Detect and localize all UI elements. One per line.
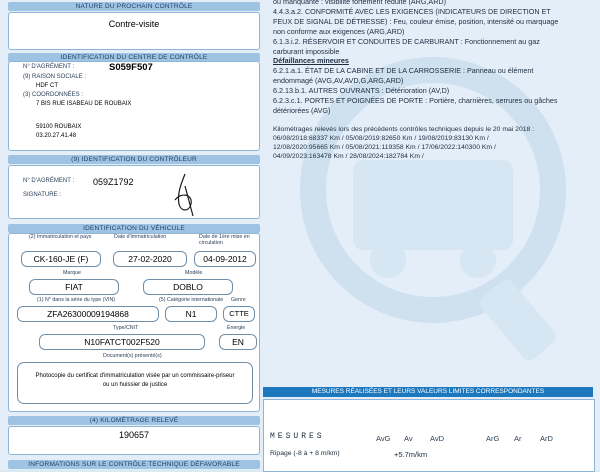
docs-value-line1: Photocopie du certificat d'immatriculation visée par un commissaire-priseur	[35, 373, 235, 379]
history-line-1: Kilométrages relevés lors des précédents contrôles techniques depuis le 20 mai 2018 :	[273, 126, 535, 133]
next-visit-value: Contre-visite	[108, 19, 160, 29]
cat-label: (5) Catégorie internationale	[159, 297, 224, 303]
vehicle-box	[8, 233, 260, 412]
genre-label: Genre	[231, 297, 246, 303]
signature-scribble	[167, 172, 203, 218]
marque-label: Marque	[63, 270, 81, 276]
defect-line-2: FEUX DE SIGNAL DE DÉTRESSE) : Feu, couleur émise, position, intensité ou marquage	[273, 17, 559, 26]
right-column	[263, 0, 600, 470]
minor-defects-title: Défaillances mineures	[273, 56, 349, 65]
defect-line-3: non conforme aux exigences (ARG,ARD)	[273, 27, 405, 36]
defect-line-9: 6.2.3.c.1. PORTES ET POIGNÉES DE PORTE : Portière, charnières, serrures ou gâches	[273, 96, 558, 105]
modele-value: DOBLO	[143, 279, 233, 295]
city-line: 59100 ROUBAIX	[36, 124, 82, 130]
col-ard: ArD	[540, 434, 553, 443]
km-value: 190657	[118, 430, 150, 440]
km-box	[8, 426, 260, 455]
date-immat-value: 27-02-2020	[113, 251, 187, 267]
centre-box	[8, 61, 260, 151]
next-visit-box	[8, 12, 260, 50]
vehicle-header: IDENTIFICATION DU VÉHICULE	[8, 224, 260, 233]
controleur-agrement-value: 059Z1792	[93, 177, 134, 187]
defect-line-0: ou manquante : visibilité fortement réduite (ARG,ARD)	[273, 0, 446, 6]
ripage-label: Ripage (-8 à + 8 m/km)	[270, 450, 340, 457]
col-arg: ArG	[486, 434, 500, 443]
address-line: 7 BIS RUE ISABEAU DE ROUBAIX	[36, 101, 132, 107]
immat-value: CK-160-JE (F)	[21, 251, 101, 267]
centre-agrement-label: N° D'AGRÉMENT :	[23, 64, 75, 70]
energie-label: Énergie	[227, 325, 246, 331]
energie-value: EN	[219, 334, 257, 350]
col-ar: Ar	[514, 434, 522, 443]
date-first-value: 04-09-2012	[194, 251, 256, 267]
docs-label: Document(s) présenté(s)	[103, 353, 162, 359]
bottom-left-header: INFORMATIONS SUR LE CONTRÔLE TECHNIQUE DÉFAVORABLE	[8, 460, 260, 469]
history-line-3: 12/08/2020:95665 Km / 05/08/2021:119358 Km / 17/06/2022:140300 Km /	[273, 144, 496, 151]
centre-header: IDENTIFICATION DU CENTRE DE CONTRÔLE	[8, 53, 260, 62]
km-header: (4) KILOMÉTRAGE RELEVÉ	[8, 416, 260, 425]
date-first-label: Date de 1ère mise en circulation	[199, 234, 250, 246]
centre-agrement-value: S059F507	[109, 62, 153, 73]
defect-line-5: carburant impossible	[273, 47, 340, 56]
type-label: Type/CNIT	[113, 325, 139, 331]
measures-box	[263, 399, 595, 472]
phone-line: 03.20.27.41.48	[36, 133, 77, 139]
controleur-agrement-label: N° D'AGRÉMENT :	[23, 178, 75, 184]
type-value: N10FATCT002F520	[39, 334, 205, 350]
vin-label: (1) N° dans la série du type (VIN)	[37, 297, 116, 303]
history-line-2: 06/08/2018:68337 Km / 05/08/2019:82650 Km / 19/08/2019:83130 Km /	[273, 135, 489, 142]
controleur-box	[8, 165, 260, 219]
defect-line-7: endommagé (AVG,AV,AVD,G,ARG,ARD)	[273, 76, 404, 85]
modele-label: Modèle	[185, 270, 203, 276]
vin-value: ZFA26300009194868	[17, 306, 159, 322]
date-immat-label: Date d'immatriculation	[114, 234, 167, 240]
col-av: Av	[404, 434, 413, 443]
docs-box	[17, 362, 253, 404]
cat-value: N1	[165, 306, 217, 322]
defect-line-10: détériorées (AVG)	[273, 106, 331, 115]
marque-value: FIAT	[29, 279, 119, 295]
history-line-4: 04/09/2023:163478 Km / 28/08/2024:182784 Km /	[273, 153, 424, 160]
immat-label: (2) Immatriculation et pays	[29, 234, 92, 240]
signature-label: SIGNATURE :	[23, 192, 61, 198]
measures-header: MESURES RÉALISÉES ET LEURS VALEURS LIMITES CORRESPONDANTES	[263, 387, 593, 397]
left-column	[0, 0, 262, 470]
defect-line-4: 6.1.3.i.2. RÉSERVOIR ET CONDUITES DE CARBURANT : Fonctionnement au gaz	[273, 37, 540, 46]
defect-line-8: 6.2.13.b.1. AUTRES OUVRANTS : Détérioration (AV,D)	[273, 86, 450, 95]
col-avd: AvD	[430, 434, 445, 443]
docs-value-line2: ou un huissier de justice	[102, 382, 168, 388]
defect-line-6: 6.2.1.a.1. ÉTAT DE LA CABINE ET DE LA CARROSSERIE : Panneau ou élément	[273, 66, 534, 75]
ripage-value: +5.7m/km	[394, 450, 428, 459]
measures-title: MESURES	[270, 432, 325, 441]
raison-value: HDF CT	[36, 83, 58, 89]
col-avg: AvG	[376, 434, 391, 443]
controleur-header: (9) IDENTIFICATION DU CONTRÔLEUR	[8, 155, 260, 164]
defect-line-1: 4.4.3.a.2. CONFORMITÉ AVEC LES EXIGENCES (INDICATEURS DE DIRECTION ET	[273, 7, 551, 16]
raison-label: (9) RAISON SOCIALE :	[23, 74, 87, 80]
coord-label: (3) COORDONNÉES :	[23, 92, 84, 98]
next-visit-header: NATURE DU PROCHAIN CONTRÔLE	[8, 2, 260, 11]
genre-value: CTTE	[223, 306, 255, 322]
